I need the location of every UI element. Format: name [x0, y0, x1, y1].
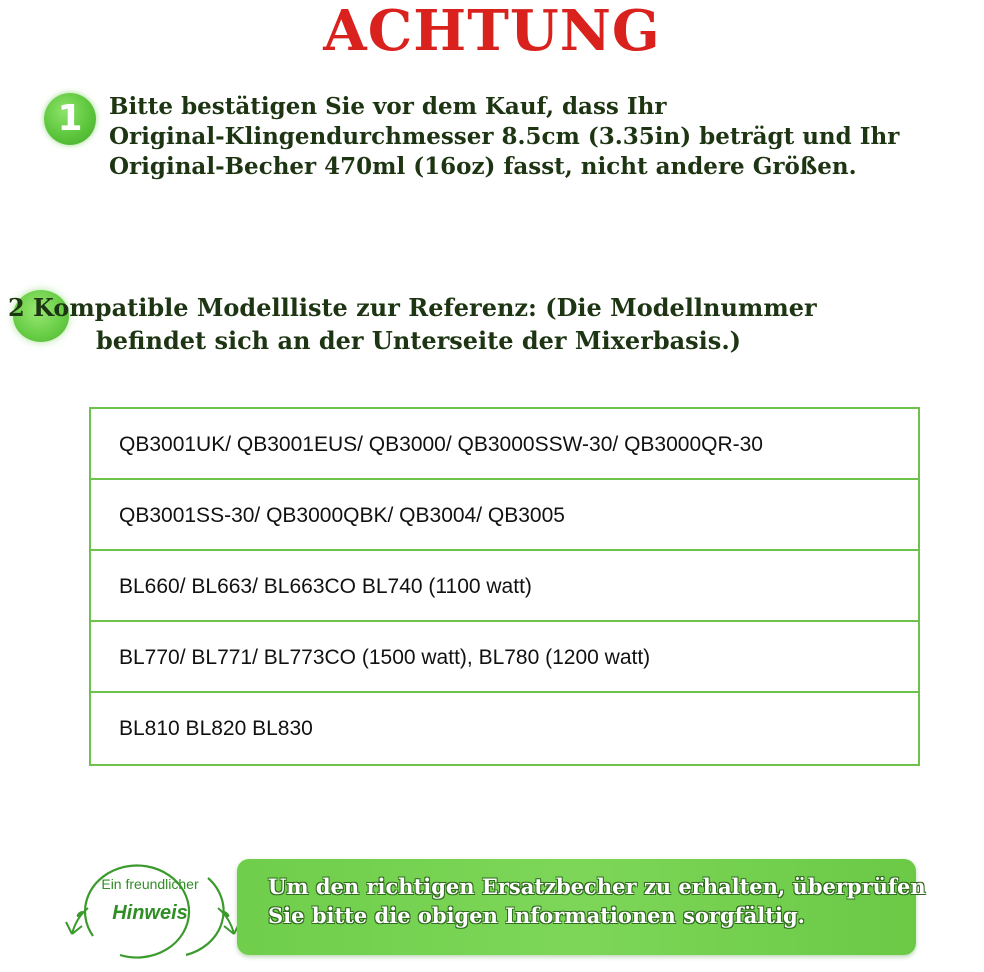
hint-message — [268, 872, 984, 930]
model-row: BL770/ BL771/ BL773CO (1500 watt), BL780 (1200 watt) — [91, 622, 918, 693]
hint-caption: Ein freundlicher — [101, 876, 199, 892]
model-row: BL810 BL820 BL830 — [119, 717, 313, 740]
hint-title: Hinweis — [112, 902, 188, 924]
friendly-hint-badge — [58, 848, 248, 968]
model-list-heading-line: 2 Kompatible Modellliste zur Referenz: (Die Modellnummer — [8, 293, 817, 322]
model-list-heading — [8, 291, 968, 357]
model-row: QB3001SS-30/ QB3000QBK/ QB3004/ QB3005 — [91, 480, 918, 551]
model-row: BL660/ BL663/ BL663CO BL740 (1100 watt) — [91, 551, 918, 622]
hint-message-line: Sie bitte die obigen Informationen sorgfältig. — [268, 903, 805, 928]
size-notice-line: Bitte bestätigen Sie vor dem Kauf, dass Ihr — [109, 93, 667, 120]
size-notice — [109, 92, 969, 182]
page-title: ACHTUNG — [323, 0, 661, 64]
step-one-badge: 1 — [44, 93, 96, 145]
size-notice-line: Original-Becher 470ml (16oz) fasst, nicht andere Größen. — [109, 153, 857, 180]
hint-message-line: Um den richtigen Ersatzbecher zu erhalten, überprüfen — [268, 874, 926, 899]
model-list-heading-line: befindet sich an der Unterseite der Mixerbasis.) — [96, 326, 742, 355]
compatible-models-table — [89, 407, 920, 766]
model-row: QB3001UK/ QB3001EUS/ QB3000/ QB3000SSW-30/ QB3000QR-30 — [91, 409, 918, 480]
size-notice-line: Original-Klingendurchmesser 8.5cm (3.35in) beträgt und Ihr — [109, 123, 900, 150]
